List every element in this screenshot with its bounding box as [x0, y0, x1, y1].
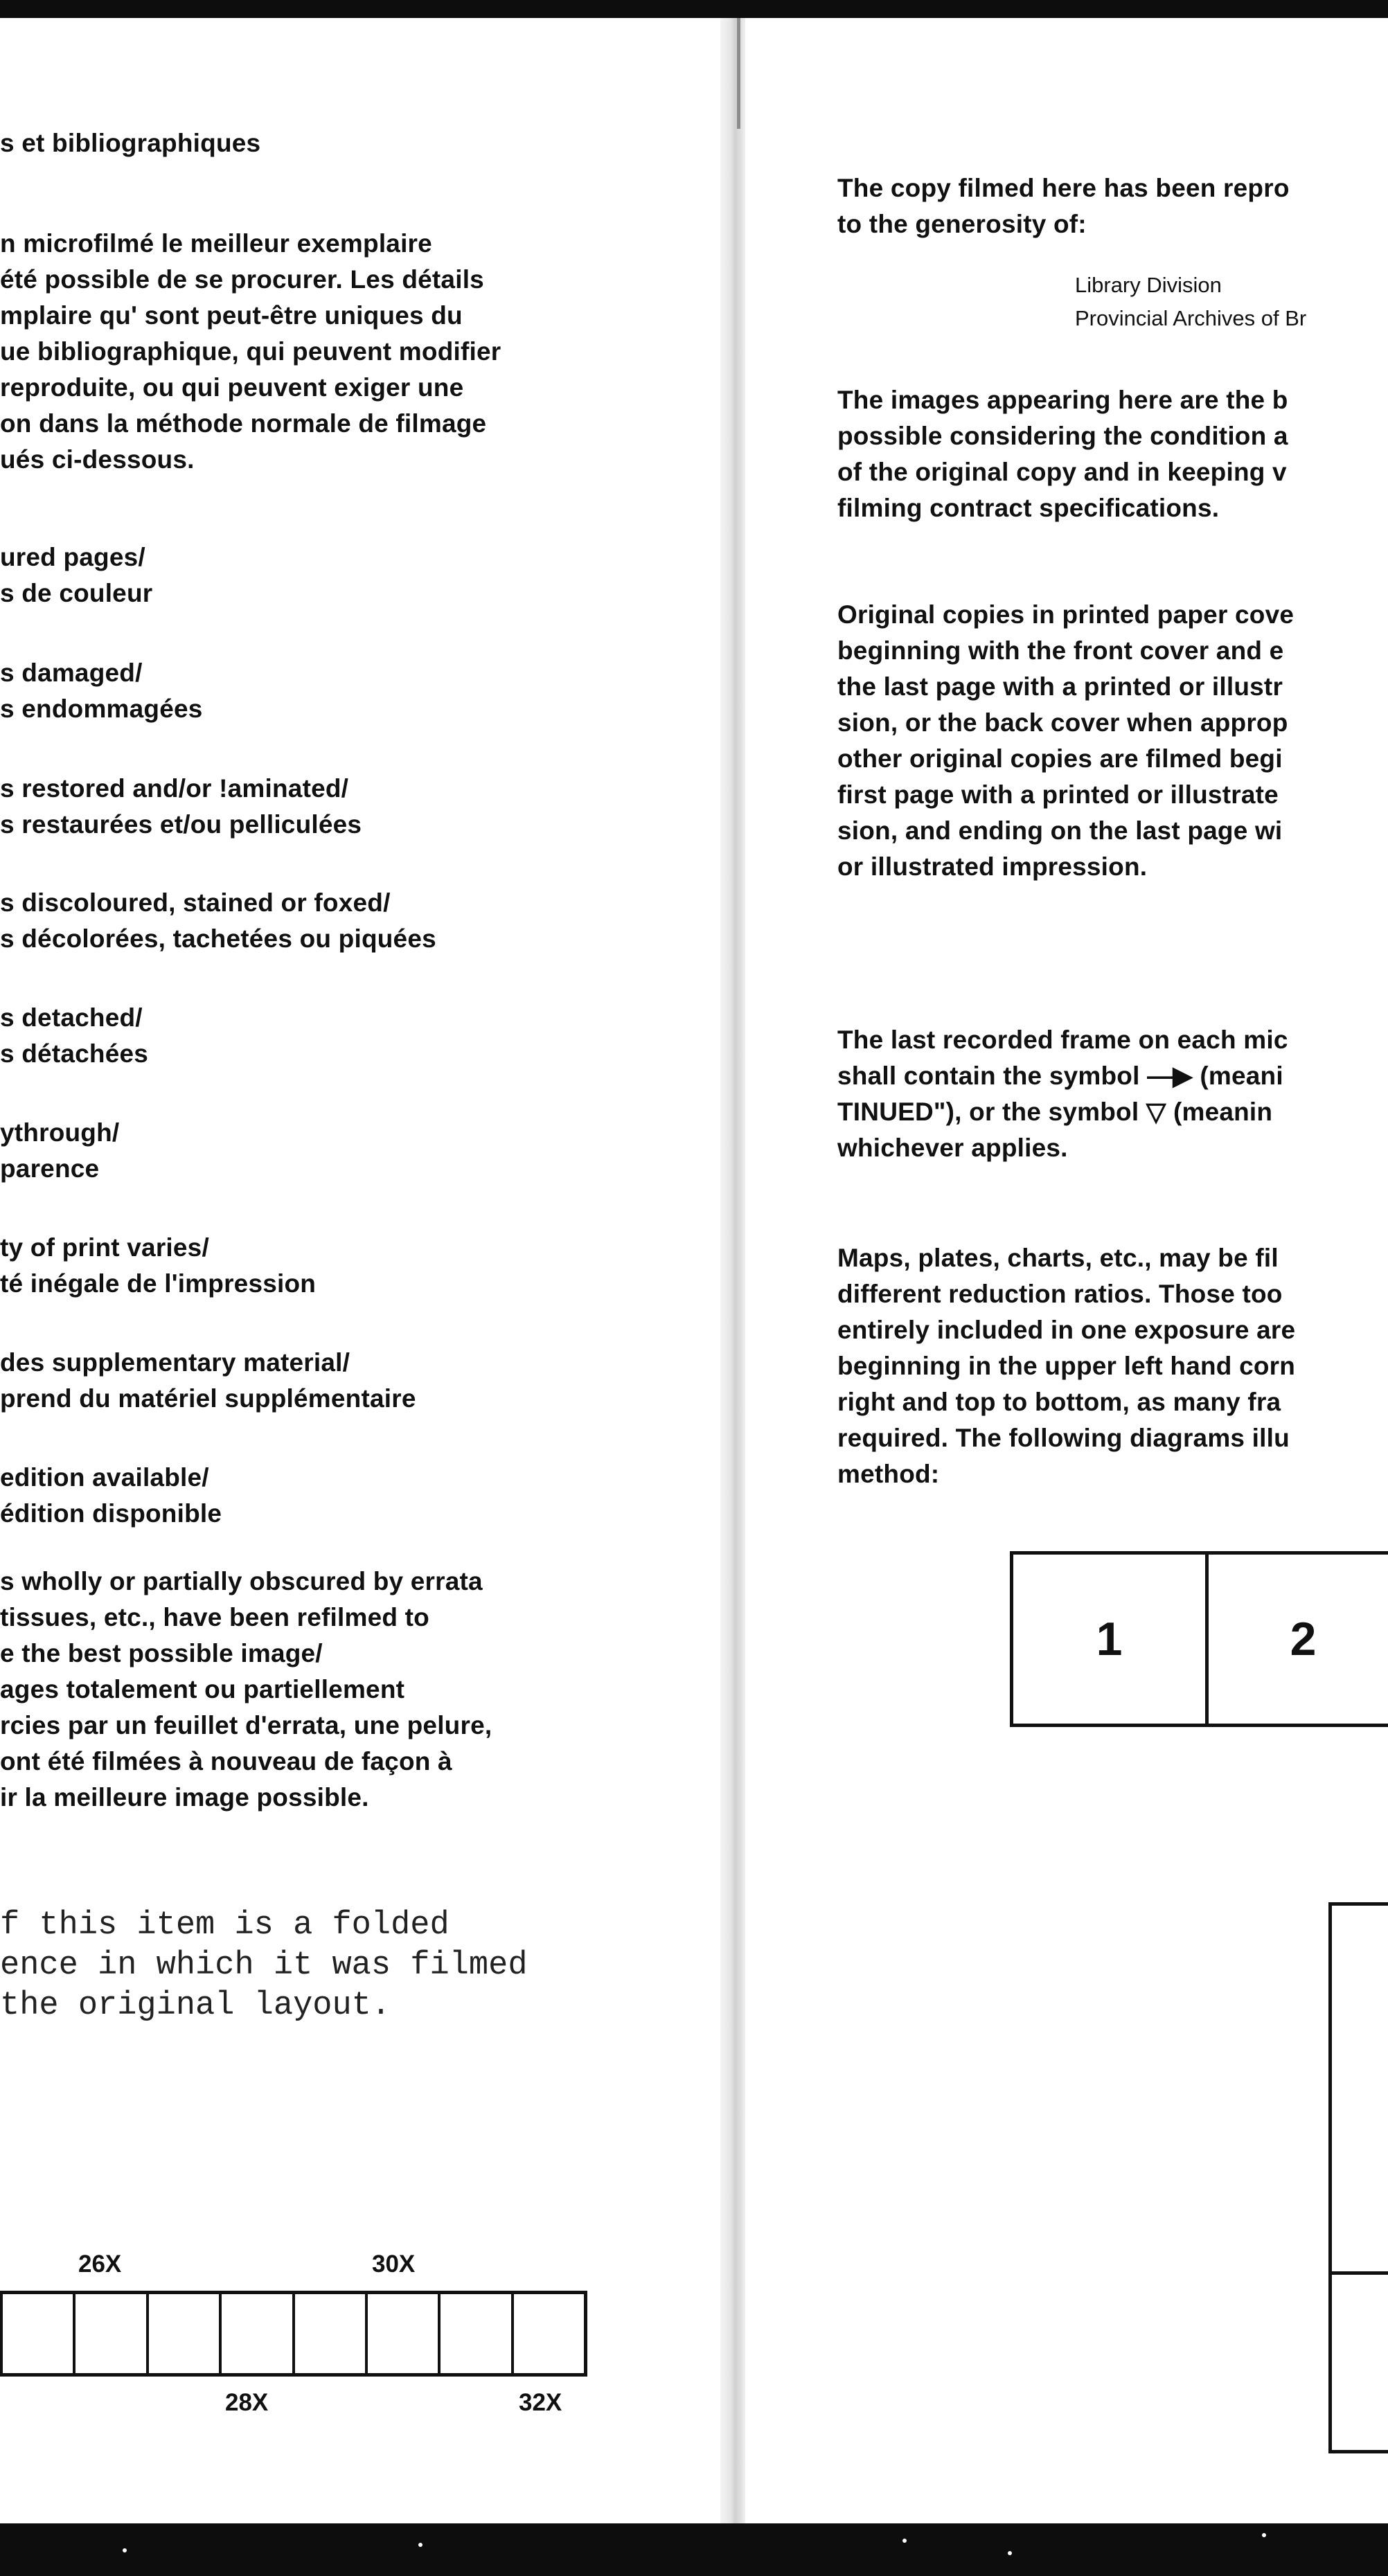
para5-line: different reduction ratios. Those too	[837, 1280, 1283, 1308]
para5-line: entirely included in one exposure are	[837, 1316, 1296, 1344]
page-gutter	[720, 18, 745, 2523]
frame-sequence-diagram	[1010, 1551, 1388, 1727]
checklist-line: parence	[0, 1154, 100, 1183]
para3-line: first page with a printed or illustrate	[837, 780, 1279, 809]
para5-line: required. The following diagrams illu	[837, 1424, 1290, 1452]
frame-box-1: 1	[1096, 1613, 1123, 1665]
checklist-line: ty of print varies/	[0, 1233, 209, 1262]
checklist-line: ir la meilleure image possible.	[0, 1783, 369, 1812]
intro-line: ue bibliographique, qui peuvent modifier	[0, 337, 501, 366]
intro-line: ués ci-dessous.	[0, 445, 195, 474]
para5-line: right and top to bottom, as many fra	[837, 1388, 1281, 1416]
para2-line: filming contract specifications.	[837, 494, 1220, 522]
checklist-line: rcies par un feuillet d'errata, une pelure,	[0, 1711, 492, 1739]
scan-speck	[902, 2539, 907, 2543]
para5-line: beginning in the upper left hand corn	[837, 1352, 1296, 1380]
checklist-line: ont été filmées à nouveau de façon à	[0, 1747, 452, 1776]
scale-label-32x: 32X	[519, 2389, 562, 2416]
checklist-line: tissues, etc., have been refilmed to	[0, 1603, 429, 1631]
checklist-line: s restored and/or !aminated/	[0, 774, 349, 803]
para3-line: sion, and ending on the last page wi	[837, 816, 1283, 845]
para3-line: other original copies are filmed begi	[837, 744, 1283, 773]
checklist-line: s wholly or partially obscured by errata	[0, 1567, 483, 1595]
scale-cell	[146, 2294, 219, 2373]
checklist-line: s détachées	[0, 1039, 149, 1068]
checklist-line: edition available/	[0, 1463, 209, 1492]
para3-line: Original copies in printed paper cove	[837, 600, 1294, 629]
typed-note-line: ence in which it was filmed	[0, 1947, 528, 1984]
para4-line: TINUED"), or the symbol ▽ (meanin	[837, 1098, 1273, 1126]
scale-cell	[73, 2294, 145, 2373]
para4-line: The last recorded frame on each mic	[837, 1026, 1288, 1054]
checklist-line: s décolorées, tachetées ou piquées	[0, 924, 436, 953]
checklist-line: s endommagées	[0, 695, 203, 723]
para5-line: Maps, plates, charts, etc., may be fil	[837, 1244, 1279, 1272]
para4-line: shall contain the symbol —▶ (meani	[837, 1062, 1283, 1090]
checklist-line: té inégale de l'impression	[0, 1269, 317, 1298]
scale-cell	[511, 2294, 584, 2373]
intro-line: été possible de se procurer. Les détails	[0, 265, 484, 294]
scan-speck	[123, 2548, 127, 2552]
scan-speck	[1262, 2533, 1266, 2537]
gutter-shadow	[737, 18, 740, 129]
scale-cell	[365, 2294, 438, 2373]
para1-line: to the generosity of:	[837, 210, 1087, 238]
checklist-line: des supplementary material/	[0, 1348, 350, 1377]
checklist-line: ythrough/	[0, 1118, 120, 1147]
scale-label-26x: 26X	[78, 2251, 122, 2278]
checklist-line: s discoloured, stained or foxed/	[0, 888, 391, 917]
scan-speck	[418, 2543, 422, 2547]
para4-line: whichever applies.	[837, 1134, 1068, 1162]
institution-line: Library Division	[1075, 273, 1222, 297]
left-heading: s et bibliographiques	[0, 129, 261, 157]
typed-note-line: f this item is a folded	[0, 1907, 450, 1944]
scale-cell	[292, 2294, 365, 2373]
scale-cell	[438, 2294, 510, 2373]
checklist-line: e the best possible image/	[0, 1639, 323, 1667]
typed-note-line: the original layout.	[0, 1987, 391, 2024]
para3-line: beginning with the front cover and e	[837, 636, 1284, 665]
reduction-scale-bar	[0, 2291, 587, 2377]
checklist-line: s damaged/	[0, 659, 143, 687]
frame-box-2: 2	[1205, 1555, 1388, 1724]
para2-line: of the original copy and in keeping v	[837, 458, 1287, 486]
scale-label-30x: 30X	[372, 2251, 416, 2278]
checklist-line: s restaurées et/ou pelliculées	[0, 810, 362, 839]
scan-bottom-border	[0, 2523, 1388, 2576]
scan-speck	[1008, 2551, 1012, 2555]
grid-divider	[1332, 2271, 1388, 2275]
institution-line: Provincial Archives of Br	[1075, 306, 1307, 330]
para5-line: method:	[837, 1460, 940, 1488]
scale-label-28x: 28X	[225, 2389, 269, 2416]
para3-line: sion, or the back cover when approp	[837, 708, 1288, 737]
intro-line: reproduite, ou qui peuvent exiger une	[0, 373, 464, 402]
checklist-line: s de couleur	[0, 579, 153, 607]
intro-line: n microfilmé le meilleur exemplaire	[0, 229, 432, 258]
frame-grid-diagram	[1328, 1902, 1388, 2453]
scale-cell	[0, 2294, 73, 2373]
scale-cell	[219, 2294, 292, 2373]
para2-line: The images appearing here are the b	[837, 386, 1288, 414]
checklist-line: prend du matériel supplémentaire	[0, 1384, 416, 1413]
checklist-line: s detached/	[0, 1003, 143, 1032]
checklist-line: ured pages/	[0, 543, 145, 571]
scan-top-border	[0, 0, 1388, 18]
checklist-line: ages totalement ou partiellement	[0, 1675, 405, 1703]
para3-line: the last page with a printed or illustr	[837, 672, 1283, 701]
para1-line: The copy filmed here has been repro	[837, 174, 1290, 202]
para2-line: possible considering the condition a	[837, 422, 1288, 450]
intro-line: mplaire qu' sont peut-être uniques du	[0, 301, 463, 330]
intro-line: on dans la méthode normale de filmage	[0, 409, 487, 438]
para3-line: or illustrated impression.	[837, 852, 1148, 881]
checklist-line: édition disponible	[0, 1499, 222, 1528]
